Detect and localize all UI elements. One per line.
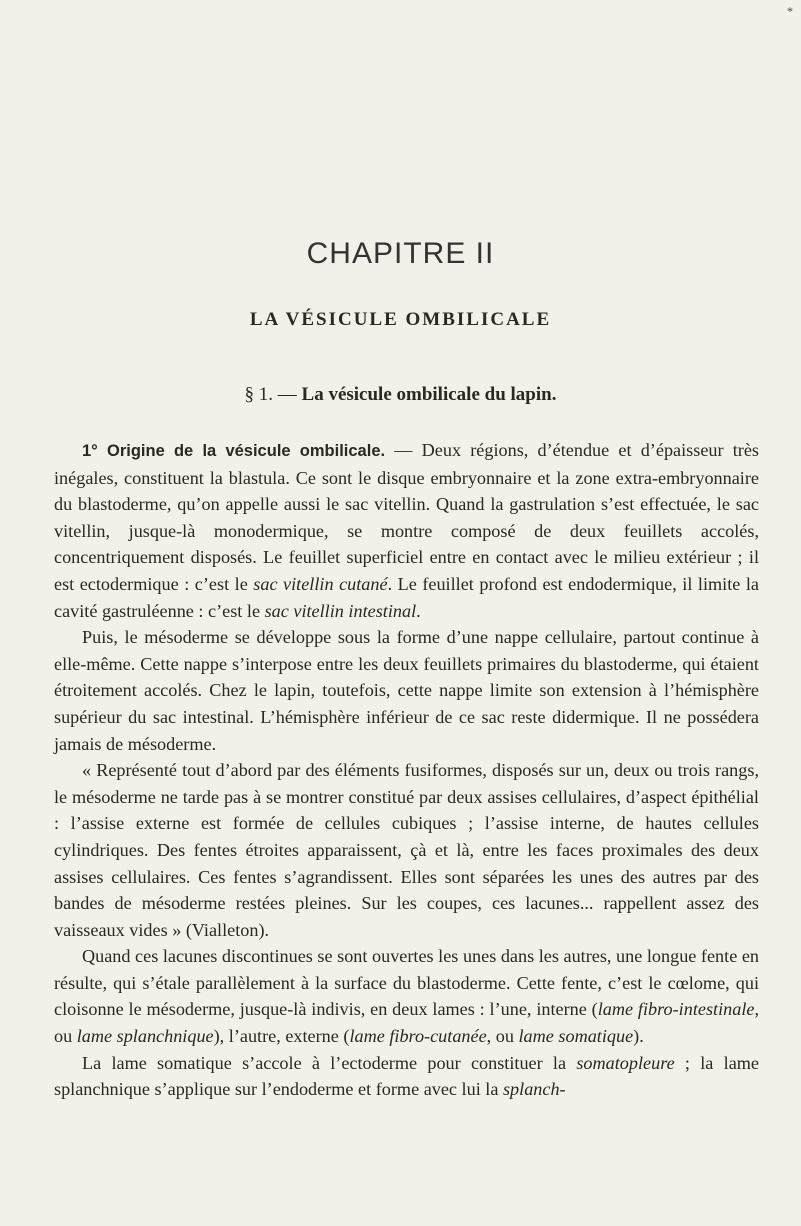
italic-term: lame fibro-cutanée — [349, 1026, 487, 1047]
text-run: . Le feuillet profond est endodermique, il limite la cavité gastruléenne : c’est le — [54, 573, 759, 621]
corner-mark: * — [787, 4, 793, 18]
text-run: , ou — [486, 1026, 519, 1047]
text-run: Quand ces lacunes discontinues se sont ouvertes les unes dans les autres, une longue fente en résulte, qui s’étale parallèlement à la surface du blastoderme. Cette fente, c’est le cœlome, qui cloisonne le mésoderme, jusque-là indivis, en deux lames : l’une, interne ( — [54, 946, 759, 1020]
italic-term: sac vitellin cutané — [253, 573, 388, 594]
text-run: ; la lame splanchnique s’applique sur l’endoderme et forme avec lui la — [54, 1052, 759, 1100]
body-text — [54, 437, 759, 1103]
chapter-heading: CHAPITRE II — [306, 237, 495, 270]
section-number: § 1. — — [244, 384, 297, 405]
text-run: La lame somatique s’accole à l’ectoderme pour constituer la — [82, 1052, 577, 1073]
paragraph-2: Puis, le mésoderme se développe sous la forme d’une nappe cellulaire, partout continue à elle-même. Cette nappe s’interpose entre les deux feuillets primaires du blastoderme, qui étaient étroitement accolés. Chez le lapin, toutefois, cette nappe limite son extension à l’hémisphère supérieur du sac intestinal. L’hémisphère inférieur de ce sac reste didermique. Il ne possédera jamais de mésoderme. — [54, 627, 759, 754]
text-run: — Deux régions, d’étendue et d’épaisseur très inégales, constituent la blastula. Ce sont le disque embryonnaire et la zone extra-embryonnaire du blastoderme, qu’on appelle aussi le sac vitellin. Quand la gastrulation s’est effectuée, le sac vitellin, jusque-là monodermique, se montre composé de deux feuillets accolés, concentriquement disposés. Le feuillet superficiel entre en contact avec le milieu extérieur ; il est ectodermique : c’est le — [54, 440, 759, 594]
italic-term: sac vitellin intestinal — [264, 600, 417, 621]
text-run: . — [416, 600, 421, 621]
section-title: La vésicule ombilicale du lapin. — [301, 384, 557, 405]
paragraph-1 — [54, 437, 759, 624]
italic-term: lame somatique — [518, 1026, 634, 1047]
paragraph-4 — [54, 943, 759, 1049]
section-heading — [0, 384, 801, 406]
italic-term: splanch- — [502, 1079, 566, 1100]
chapter-title: LA VÉSICULE OMBILICALE — [249, 309, 552, 330]
paragraph-3: « Représenté tout d’abord par des éléments fusiformes, disposés sur un, deux ou trois rangs, le mésoderme ne tarde pas à se montrer constitué par deux assises cellulaires, d’aspect épithélial : l’assise externe est formée de cellules cubiques ; l’assise interne, de hautes cellules cylindriques. Des fentes étroites apparaissent, çà et là, entre les faces proximales des deux assises cellulaires. Ces fentes s’agrandissent. Elles sont séparées les unes des autres par des bandes de mésoderme restées pleines. Sur les coupes, ces lacunes... rappellent assez des vaisseaux vides » (Vialleton). — [54, 760, 759, 940]
italic-term: somatopleure — [576, 1052, 675, 1073]
italic-term: lame splanchnique — [76, 1026, 214, 1047]
text-run: , ou — [54, 999, 759, 1047]
text-run: ). — [633, 1026, 644, 1047]
paragraph-5 — [54, 1050, 759, 1103]
italic-term: lame fibro-intestinale — [597, 999, 755, 1020]
paragraph-lead: 1° Origine de la vésicule ombilicale. — [82, 442, 386, 460]
text-run: ), l’autre, externe ( — [213, 1026, 350, 1047]
